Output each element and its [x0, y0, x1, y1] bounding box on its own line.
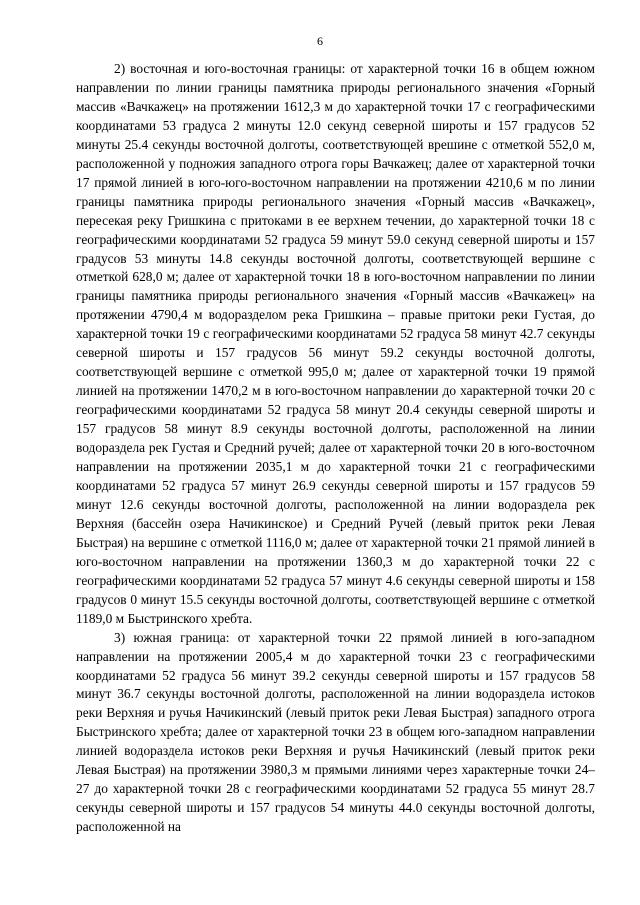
paragraph-eastern-boundary: 2) восточная и юго-восточная границы: от характерной точки 16 в общем южном направлении по линии границы памятника природы регионального значения «Горный массив «Вачкажец» на протяжении 1612,3 м до характерной точки 17 с географическими координатами 53 градуса 2 минуты 12.0 секунд северной широты и 157 градусов 52 минуты 25.4 секунды восточной долготы, соответствующей врешине с отметкой 552,0 м, расположенной у подножия западного отрога горы Вачкажец; далее от характерной точки 17 прямой линией в юго-юго-восточном направлении на протяжении 4210,6 м по линии границы памятника природы регионального значения «Горный массив «Вачкажец», пересекая реку Гришкина с притоками в ее верхнем течении, до характерной точки 18 с географическими координатами 52 градуса 59 минут 59.0 секунд северной широты и 157 градусов 53 минуты 14.8 секунды восточной долготы, соответствующей вершине с отметкой 628,0 м; далее от характерной точки 18 в юго-восточном направлении по линии границы памятника природы регионального значения «Горный массив «Вачкажец» на протяжении 4790,4 м водоразделом река Гришкина – правые притоки реки Густая, до характерной точки 19 с географическими координатами 52 градуса 58 минут 42.7 секунды северной широты и 157 градусов 56 минут 59.2 секунды восточной долготы, соответствующей вершине с отметкой 995,0 м; далее от характерной точки 19 прямой линией на протяжении 1470,2 м в юго-восточном направлении до характерной точки 20 с географическими координатами 52 градуса 58 минут 20.4 секунды северной широты и 157 градусов 58 минут 8.9 секунды восточной долготы, расположенной на линии водораздела рек Густая и Средний ручей; далее от характерной точки 20 в юго-восточном направлении на протяжении 2035,1 м до характерной точки 21 с географическими координатами 52 градуса 57 минут 26.9 секунды северной широты и 157 градусов 59 минут 12.6 секунды восточной долготы, расположенной на линии водораздела рек Верхняя (бассейн озера Начикинское) и Средний Ручей (левый приток реки Левая Быстрая) на вершине с отметкой 1116,0 м; далее от характерной точки 21 прямой линией в юго-восточном направлении на протяжении 1360,3 м до характерной точки 22 с географическими координатами 52 градуса 57 минут 4.6 секунды северной широты и 158 градусов 0 минут 15.5 секунды восточной долготы, соответствующей вершине с отметкой 1189,0 м Быстринского хребта.	[76, 61, 595, 626]
document-body	[76, 60, 595, 837]
paragraph-southern-boundary: 3) южная граница: от характерной точки 22 прямой линией в юго-западном направлении на протяжении 2005,4 м до характерной точки 23 с географическими координатами 52 градуса 56 минут 39.2 секунды северной широты и 157 градусов 58 минут 36.7 секунды восточной долготы, расположенной на линии водораздела истоков реки Верхняя и ручья Начикинский (левый приток реки Левая Быстрая) западного отрога Быстринского хребта; далее от характерной точки 23 в общем юго-западном направлении линией водораздела истоков реки Верхняя и ручья Начикинский (левый приток реки Левая Быстрая) на протяжении 3980,3 м прямыми линиями через характерные точки 24–27 до характерной точки 28 с географическими координатами 52 градуса 55 минут 28.7 секунды северной широты и 157 градусов 54 минуты 44.0 секунды восточной долготы, расположенной на	[76, 629, 595, 835]
page-number: 6	[317, 34, 323, 48]
